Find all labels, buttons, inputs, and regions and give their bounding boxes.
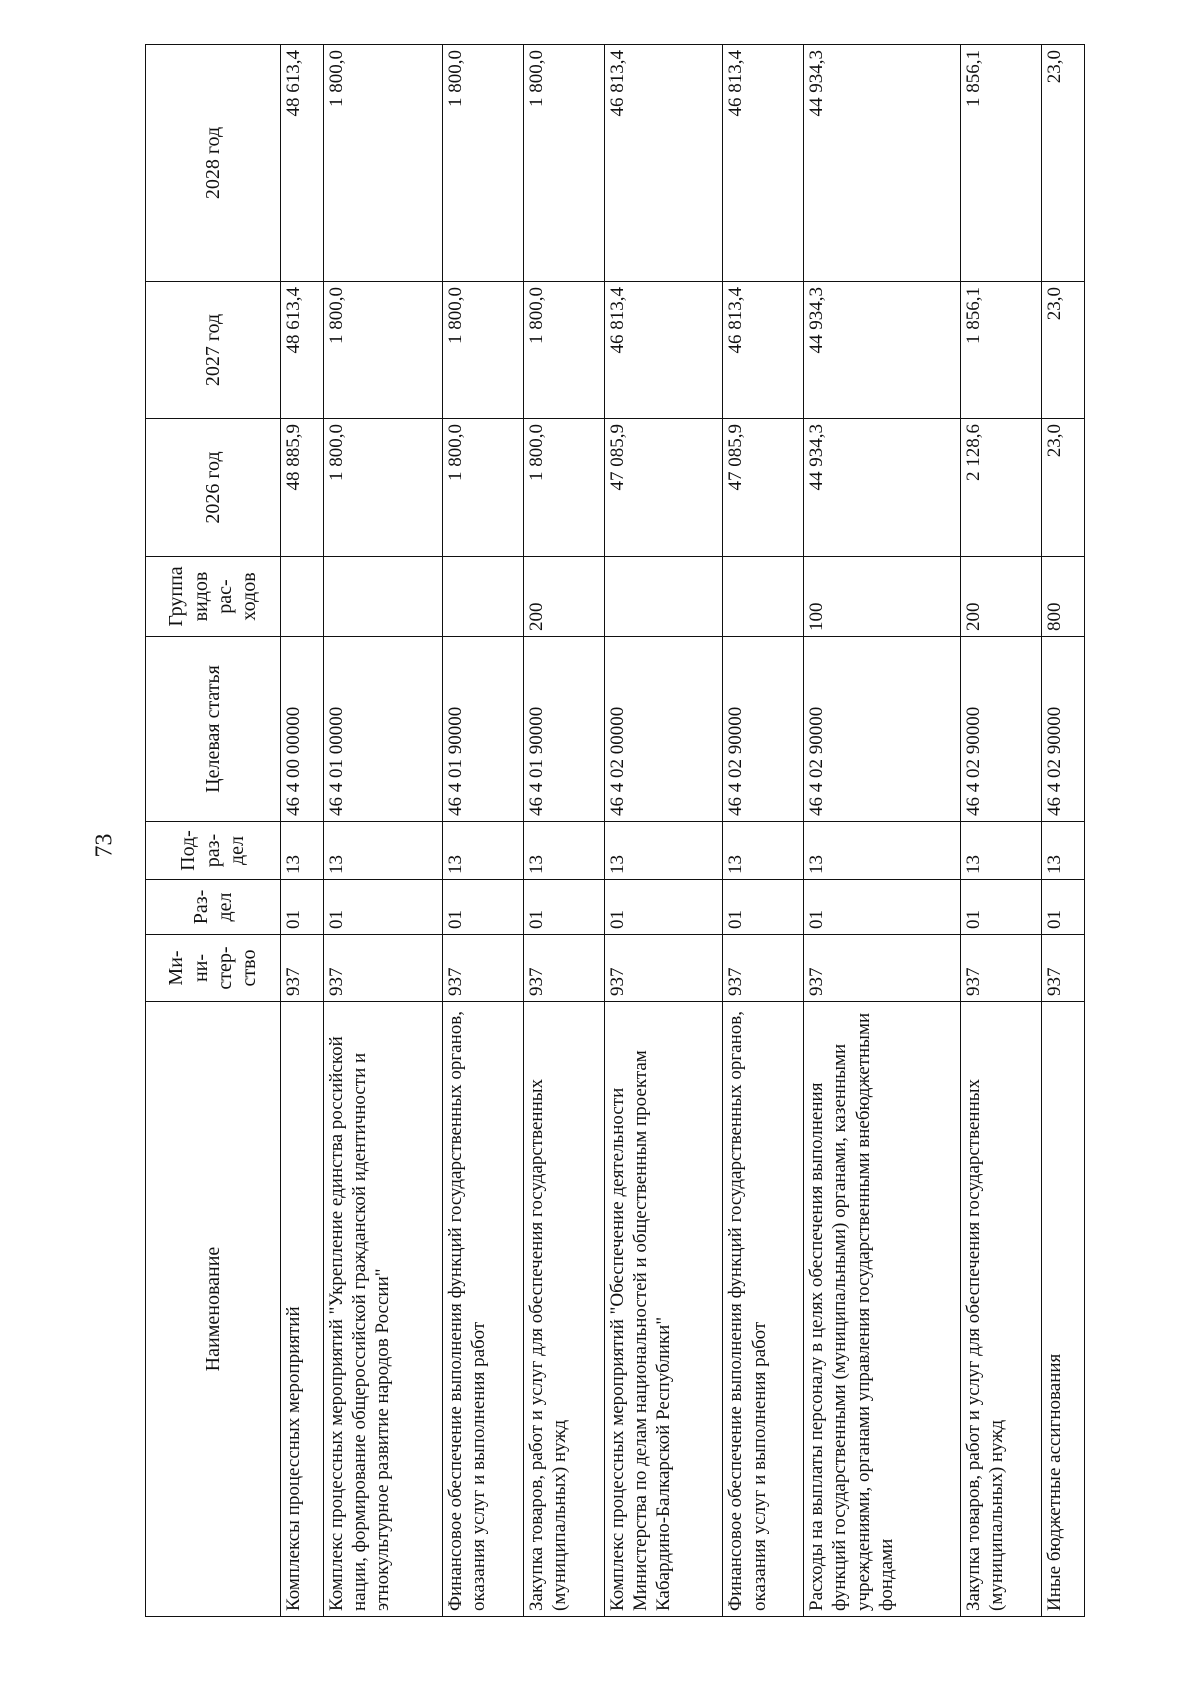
- row-section: 01: [323, 880, 442, 935]
- table-row: [804, 45, 961, 1617]
- row-target: 46 4 02 90000: [961, 637, 1042, 822]
- row-name: Расходы на выплаты персоналу в целях обеспечения выполнения функций государственными (муниципальными) органами, казенными учреждениями, органами управления государственными внебюджетными фондами: [804, 1002, 961, 1617]
- row-ministry: 937: [323, 935, 442, 1002]
- row-2026: 47 085,9: [604, 419, 723, 557]
- row-2026: 44 934,3: [804, 419, 961, 557]
- row-subsection: 13: [523, 822, 604, 880]
- row-target: 46 4 02 90000: [1042, 637, 1085, 822]
- row-name: Финансовое обеспечение выполнения функций государственных органов, оказания услуг и выполнения работ: [723, 1002, 804, 1617]
- row-ministry: 937: [1042, 935, 1085, 1002]
- row-target: 46 4 02 90000: [723, 637, 804, 822]
- row-subsection: 13: [604, 822, 723, 880]
- header-2027: 2027 год: [146, 282, 281, 419]
- table-row: [1042, 45, 1085, 1617]
- table-row: [523, 45, 604, 1617]
- row-group: [723, 557, 804, 637]
- row-2027: 1 800,0: [323, 282, 442, 419]
- row-name: Закупка товаров, работ и услуг для обеспечения государственных (муниципальных) нужд: [961, 1002, 1042, 1617]
- header-section: Раз-дел: [146, 880, 281, 935]
- row-2028: 44 934,3: [804, 45, 961, 282]
- row-2027: 46 813,4: [723, 282, 804, 419]
- row-2027: 44 934,3: [804, 282, 961, 419]
- header-target: Целевая статья: [146, 637, 281, 822]
- row-name: Иные бюджетные ассигнования: [1042, 1002, 1085, 1617]
- row-2027: 23,0: [1042, 282, 1085, 419]
- header-name: Наименование: [146, 1002, 281, 1617]
- row-group: [442, 557, 523, 637]
- row-2027: 1 856,1: [961, 282, 1042, 419]
- header-group: Группа видов рас-ходов: [146, 557, 281, 637]
- table-header-row: [146, 45, 281, 1617]
- budget-table: [145, 44, 1085, 1617]
- row-2026: 1 800,0: [442, 419, 523, 557]
- row-name: Комплекс процессных мероприятий "Укрепление единства российской нации, формирование общероссийской гражданской идентичности и этнокультурное развитие народов России": [323, 1002, 442, 1617]
- row-target: 46 4 00 00000: [281, 637, 324, 822]
- row-group: 200: [961, 557, 1042, 637]
- row-target: 46 4 01 90000: [523, 637, 604, 822]
- row-ministry: 937: [442, 935, 523, 1002]
- row-2027: 1 800,0: [442, 282, 523, 419]
- row-target: 46 4 01 90000: [442, 637, 523, 822]
- row-name: Комплекс процессных мероприятий "Обеспечение деятельности Министерства по делам национальностей и общественным проектам Кабардино-Балкарской Республики": [604, 1002, 723, 1617]
- row-target: 46 4 02 00000: [604, 637, 723, 822]
- row-section: 01: [1042, 880, 1085, 935]
- row-2028: 1 800,0: [442, 45, 523, 282]
- row-ministry: 937: [961, 935, 1042, 1002]
- row-section: 01: [442, 880, 523, 935]
- row-section: 01: [804, 880, 961, 935]
- row-group: [604, 557, 723, 637]
- row-2026: 1 800,0: [323, 419, 442, 557]
- row-group: 800: [1042, 557, 1085, 637]
- table-row: [281, 45, 324, 1617]
- table-row: [323, 45, 442, 1617]
- row-subsection: 13: [961, 822, 1042, 880]
- row-2028: 48 613,4: [281, 45, 324, 282]
- row-2028: 46 813,4: [723, 45, 804, 282]
- table-container: [145, 45, 1085, 1617]
- header-2026: 2026 год: [146, 419, 281, 557]
- row-ministry: 937: [523, 935, 604, 1002]
- row-subsection: 13: [323, 822, 442, 880]
- row-2028: 1 856,1: [961, 45, 1042, 282]
- row-target: 46 4 02 90000: [804, 637, 961, 822]
- row-subsection: 13: [1042, 822, 1085, 880]
- row-2028: 23,0: [1042, 45, 1085, 282]
- row-section: 01: [604, 880, 723, 935]
- header-subsection: Под-раз-дел: [146, 822, 281, 880]
- row-group: 100: [804, 557, 961, 637]
- header-2028: 2028 год: [146, 45, 281, 282]
- row-subsection: 13: [723, 822, 804, 880]
- row-2026: 1 800,0: [523, 419, 604, 557]
- row-2026: 23,0: [1042, 419, 1085, 557]
- table-row: [442, 45, 523, 1617]
- row-subsection: 13: [804, 822, 961, 880]
- row-group: 200: [523, 557, 604, 637]
- table-row: [604, 45, 723, 1617]
- row-2026: 2 128,6: [961, 419, 1042, 557]
- row-section: 01: [723, 880, 804, 935]
- row-target: 46 4 01 00000: [323, 637, 442, 822]
- row-section: 01: [961, 880, 1042, 935]
- row-2026: 48 885,9: [281, 419, 324, 557]
- row-2027: 48 613,4: [281, 282, 324, 419]
- row-subsection: 13: [442, 822, 523, 880]
- row-2026: 47 085,9: [723, 419, 804, 557]
- page-number: 73: [91, 833, 118, 858]
- row-group: [281, 557, 324, 637]
- row-2027: 46 813,4: [604, 282, 723, 419]
- row-name: Финансовое обеспечение выполнения функций государственных органов, оказания услуг и выполнения работ: [442, 1002, 523, 1617]
- row-2028: 1 800,0: [523, 45, 604, 282]
- row-ministry: 937: [723, 935, 804, 1002]
- row-group: [323, 557, 442, 637]
- table-row: [723, 45, 804, 1617]
- row-section: 01: [281, 880, 324, 935]
- row-2027: 1 800,0: [523, 282, 604, 419]
- row-ministry: 937: [281, 935, 324, 1002]
- row-ministry: 937: [804, 935, 961, 1002]
- header-ministry: Ми-ни-стер-ство: [146, 935, 281, 1002]
- row-2028: 1 800,0: [323, 45, 442, 282]
- row-section: 01: [523, 880, 604, 935]
- row-subsection: 13: [281, 822, 324, 880]
- row-ministry: 937: [604, 935, 723, 1002]
- row-name: Комплексы процессных мероприятий: [281, 1002, 324, 1617]
- table-row: [961, 45, 1042, 1617]
- row-name: Закупка товаров, работ и услуг для обеспечения государственных (муниципальных) нужд: [523, 1002, 604, 1617]
- row-2028: 46 813,4: [604, 45, 723, 282]
